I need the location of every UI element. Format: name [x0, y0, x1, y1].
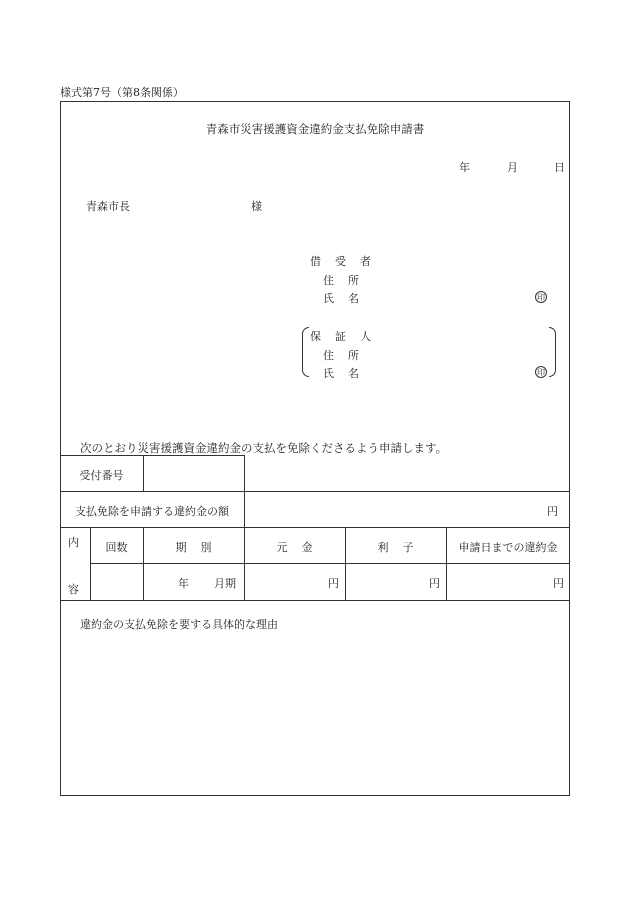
penalty-unit: 円 [553, 577, 564, 590]
principal-unit: 円 [328, 577, 339, 590]
guarantor-seal-icon: 印 [537, 368, 545, 377]
header-interest: 利子 [377, 541, 428, 554]
receipt-number-label: 受付番号 [79, 469, 124, 482]
application-statement: 次のとおり災害援護資金違約金の支払を免除くださるよう申請します。 [80, 441, 448, 455]
borrower-label: 借受者 [310, 255, 385, 268]
date-year: 年 [459, 161, 470, 174]
interest-unit: 円 [429, 577, 440, 590]
form-title: 青森市災害援護資金違約金支払免除申請書 [205, 122, 425, 136]
exemption-amount-label: 支払免除を申請する違約金の額 [75, 505, 229, 518]
borrower-address-label: 住所 [323, 274, 373, 287]
borrower-name-label: 氏名 [323, 292, 373, 305]
addressee-suffix: 様 [251, 200, 262, 213]
table-line [90, 563, 570, 564]
borrower-seal-icon: 印 [537, 293, 545, 302]
form-style-label: 様式第7号（第8条関係） [60, 86, 184, 99]
table-line [60, 491, 570, 492]
date-day: 日 [554, 161, 565, 174]
detail-label-bottom: 容 [68, 583, 79, 596]
guarantor-left-bracket [302, 327, 309, 377]
addressee: 青森市長 [86, 200, 130, 213]
table-line [143, 455, 144, 491]
period-month: 月期 [214, 577, 236, 590]
header-penalty: 申請日までの違約金 [458, 541, 558, 554]
reason-label: 違約金の支払免除を要する具体的な理由 [80, 618, 278, 631]
guarantor-right-bracket [549, 327, 556, 377]
period-year: 年 [178, 577, 189, 590]
date-month: 月 [507, 161, 518, 174]
header-period: 期別 [175, 541, 226, 554]
header-count: 回数 [105, 541, 128, 554]
table-line [60, 455, 244, 456]
guarantor-name-label: 氏名 [323, 367, 373, 380]
guarantor-label: 保証人 [310, 330, 385, 343]
guarantor-address-label: 住所 [323, 349, 373, 362]
detail-label-top: 内 [68, 536, 79, 549]
table-line [60, 600, 570, 601]
header-principal: 元金 [276, 541, 327, 554]
table-line [60, 527, 570, 528]
exemption-amount-unit: 円 [547, 505, 558, 518]
